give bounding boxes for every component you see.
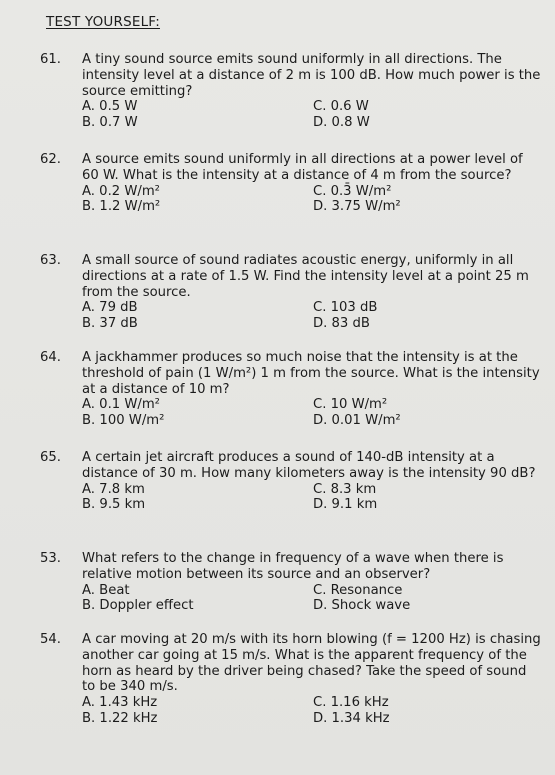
- option-b[interactable]: B. Doppler effect: [82, 598, 194, 613]
- question-number: 54.: [40, 632, 61, 647]
- option-c[interactable]: C. 0.6 W: [313, 99, 369, 115]
- question-number: 62.: [40, 152, 61, 167]
- question-number: 64.: [40, 350, 61, 365]
- option-b[interactable]: B. 100 W/m²: [82, 412, 165, 428]
- option-c[interactable]: C. 1.16 kHz: [313, 695, 389, 711]
- answer-options: [82, 583, 545, 614]
- option-b[interactable]: B. 37 dB: [82, 315, 138, 331]
- question-text: A tiny sound source emits sound uniformly in all directions. The intensity level at a distance of 2 m is 100 dB. How much power is the source emitting?: [82, 52, 541, 99]
- question-53: [40, 551, 545, 613]
- answer-options: [82, 397, 545, 428]
- option-d[interactable]: D. 1.34 kHz: [313, 710, 390, 726]
- question-text: What refers to the change in frequency of a wave when there is relative motion between its source and an observer?: [82, 551, 504, 582]
- question-61: [40, 52, 545, 130]
- answer-options: [82, 99, 545, 130]
- option-b[interactable]: B. 0.7 W: [82, 114, 138, 130]
- question-number: 63.: [40, 253, 61, 268]
- question-64: [40, 350, 545, 428]
- question-63: [40, 253, 545, 331]
- option-c[interactable]: C. 8.3 km: [313, 481, 377, 497]
- option-d[interactable]: D. 83 dB: [313, 315, 370, 331]
- question-54: [40, 632, 545, 726]
- question-number: 53.: [40, 551, 61, 566]
- option-c[interactable]: C. 103 dB: [313, 300, 378, 316]
- question-text: A source emits sound uniformly in all directions at a power level of 60 W. What is the intensity at a distance of 4 m from the source?: [82, 152, 523, 183]
- option-d[interactable]: D. Shock wave: [313, 598, 411, 613]
- option-a[interactable]: A. Beat: [82, 582, 130, 598]
- question-text: A jackhammer produces so much noise that the intensity is at the threshold of pain (1 W/m²) 1 m from the source. What is the intensity at a distance of 10 m?: [82, 350, 540, 397]
- option-a[interactable]: A. 1.43 kHz: [82, 695, 158, 711]
- answer-options: [82, 300, 545, 331]
- option-b[interactable]: B. 1.2 W/m²: [82, 199, 161, 214]
- question-text: A small source of sound radiates acoustic energy, uniformly in all directions at a rate of 1.5 W. Find the intensity level at a point 25 m from the source.: [82, 253, 529, 300]
- option-a[interactable]: A. 79 dB: [82, 300, 138, 316]
- question-65: [40, 450, 545, 512]
- option-c[interactable]: C. Resonance: [313, 582, 403, 598]
- option-d[interactable]: D. 0.01 W/m²: [313, 412, 401, 428]
- question-number: 65.: [40, 450, 61, 465]
- question-62: [40, 152, 545, 214]
- question-text: A certain jet aircraft produces a sound of 140-dB intensity at a distance of 30 m. How many kilometers away is the intensity 90 dB?: [82, 450, 536, 481]
- question-text: A car moving at 20 m/s with its horn blowing (f = 1200 Hz) is chasing another car going at 15 m/s. What is the apparent frequency of the horn as heard by the driver being chased? Take the speed of sound to be 340 m/s.: [82, 632, 541, 695]
- option-d[interactable]: D. 0.8 W: [313, 114, 370, 130]
- option-b[interactable]: B. 9.5 km: [82, 497, 146, 512]
- worksheet-heading: TEST YOURSELF:: [46, 14, 160, 30]
- option-a[interactable]: A. 0.5 W: [82, 99, 138, 115]
- question-number: 61.: [40, 52, 61, 67]
- option-a[interactable]: A. 0.1 W/m²: [82, 397, 160, 413]
- answer-options: [82, 695, 545, 726]
- answer-options: [82, 184, 545, 215]
- option-c[interactable]: C. 0.3̄ W/m²: [313, 183, 392, 199]
- option-d[interactable]: D. 3.75 W/m²: [313, 199, 401, 214]
- option-c[interactable]: C. 10 W/m²: [313, 397, 388, 413]
- option-a[interactable]: A. 7.8 km: [82, 481, 145, 497]
- answer-options: [82, 482, 545, 513]
- option-d[interactable]: D. 9.1 km: [313, 497, 378, 512]
- option-b[interactable]: B. 1.22 kHz: [82, 710, 158, 726]
- option-a[interactable]: A. 0.2 W/m²: [82, 183, 160, 199]
